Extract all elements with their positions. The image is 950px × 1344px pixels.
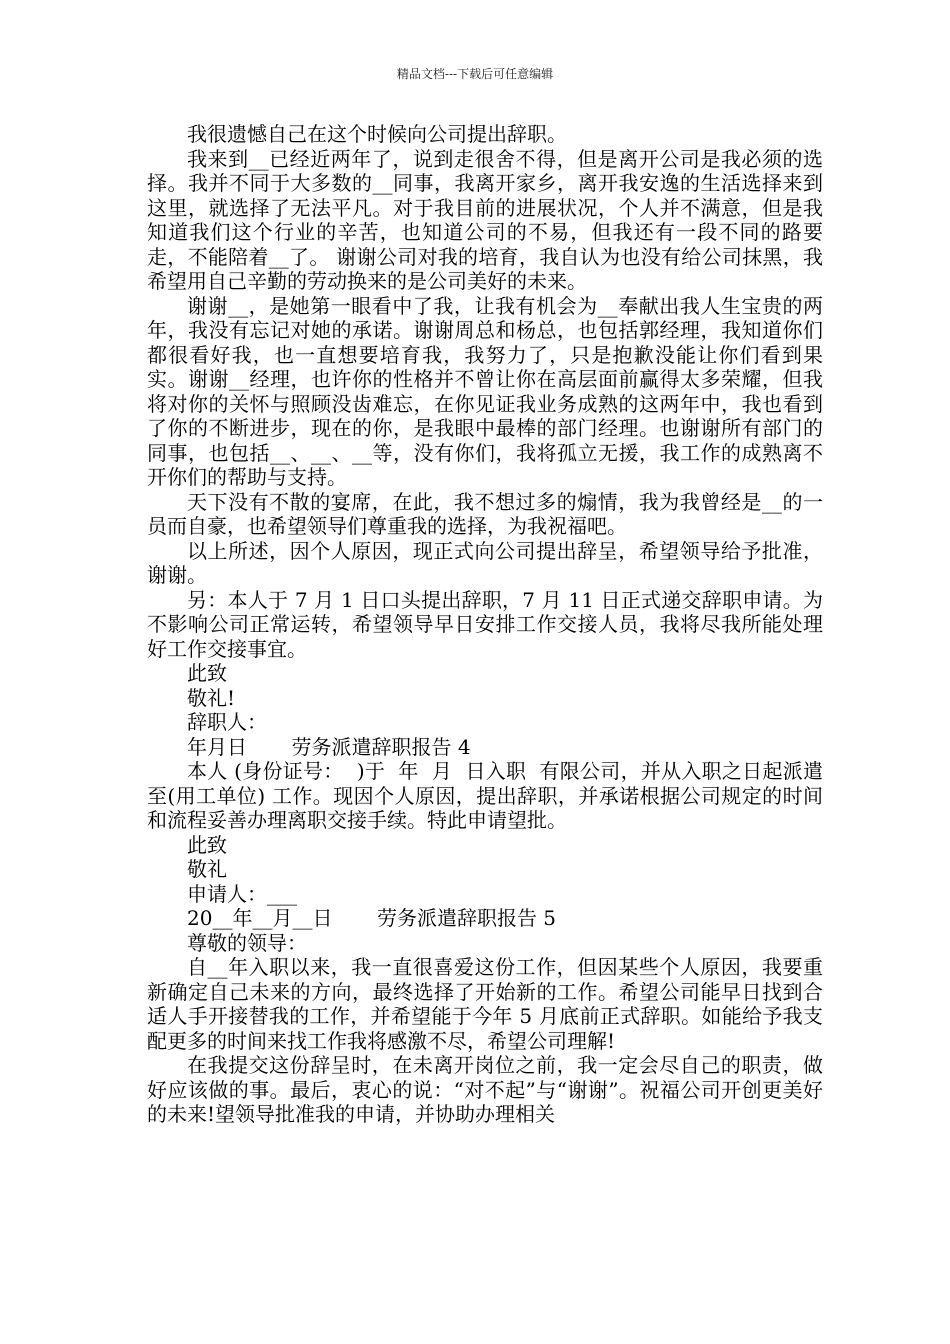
closing-jingli: 敬礼!	[187, 685, 236, 710]
paragraph-report-5: 自__年入职以来，我一直很喜爱这份工作，但因某些个人原因，我要重新确定自己未来的方向，最终选择了开始新的工作。希望公司能早日找到合适人手开接替我的工作，并希望能于今年 5 月底前正式辞职。如能给予我支配更多的时间来找工作我将感激不尽，希望公司理解!	[147, 955, 823, 1053]
page-header: 精品文档---下载后可任意编辑	[396, 67, 554, 81]
paragraph-thanks: 谢谢__，是她第一眼看中了我，让我有机会为__奉献出我人生宝贵的两年，我没有忘记对她的承诺。谢谢周总和杨总，也包括郭经理，我知道你们都很看好我，也一直想要培育我，我努力了，只是抱歉没能让你们看到果实。谢谢__经理，也许你的性格并不曾让你在高层面前赢得太多荣耀，但我将对你的关怀与照顾没齿难忘，在你见证我业务成熟的这两年中，我也看到了你的不断进步，现在的你，是我眼中最棒的部门经理。也谢谢所有部门的同事，也包括__、__、__等，没有你们，我将孤立无援，我工作的成熟离不开你们的帮助与支持。	[147, 293, 823, 489]
document-body	[147, 122, 823, 1127]
salutation: 尊敬的领导：	[187, 930, 307, 955]
date-and-report-5-title: 20__年__月__日 劳务派遣辞职报告 5	[187, 906, 557, 930]
closing-jingli-2: 敬礼	[187, 857, 227, 881]
paragraph-handover: 另：本人于 7 月 1 日口头提出辞职，7 月 11 日正式递交辞职申请。为不影响公司正常运转，希望领导早日安排工作交接人员，我将尽我所能处理好工作交接事宜。	[147, 587, 823, 661]
paragraph-reason: 我来到__已经近两年了，说到走很舍不得，但是离开公司是我必须的选择。我并不同于大多数的__同事，我离开家乡，离开我安逸的生活选择来到这里，就选择了无法平凡。对于我目前的进展状况，个人并不满意，但是我知道我们这个行业的辛苦，也知道公司的不易，但我还有一段不同的路要走，不能陪着__了。 谢谢公司对我的培育，我自认为也没有给公司抹黑，我希望用自己辛勤的劳动换来的是公司美好的未来。	[147, 146, 823, 293]
paragraph-farewell: 天下没有不散的宴席，在此，我不想过多的煽情，我为我曾经是__的一员而自豪，也希望领导们尊重我的选择，为我祝福吧。	[147, 489, 823, 538]
paragraph-commitment: 在我提交这份辞呈时，在未离开岗位之前，我一定会尽自己的职责，做好应该做的事。最后，衷心的说：“对不起”与“谢谢”。祝福公司开创更美好的未来!望领导批准我的申请，并协助办理相关	[147, 1053, 823, 1126]
closing-cizhi-2: 此致	[187, 832, 227, 857]
paragraph-report-4: 本人 (身份证号： )于 年 月 日入职 有限公司，并从入职之日起派遣至(用工单位) 工作。现因个人原因，提出辞职，并承诺根据公司规定的时间和流程妥善办理离职交接手续。特此申请望批。	[147, 759, 823, 832]
paragraph-regret: 我很遗憾自己在这个时候向公司提出辞职。	[187, 122, 567, 146]
signature-applicant: 申请人：___	[187, 881, 297, 906]
signature-resigner: 辞职人：	[187, 710, 267, 734]
closing-cizhi: 此致	[187, 661, 227, 685]
paragraph-request: 以上所述，因个人原因，现正式向公司提出辞呈，希望领导给予批准，谢谢。	[147, 538, 823, 587]
date-and-report-4-title: 年月日 劳务派遣辞职报告 4	[187, 734, 471, 759]
